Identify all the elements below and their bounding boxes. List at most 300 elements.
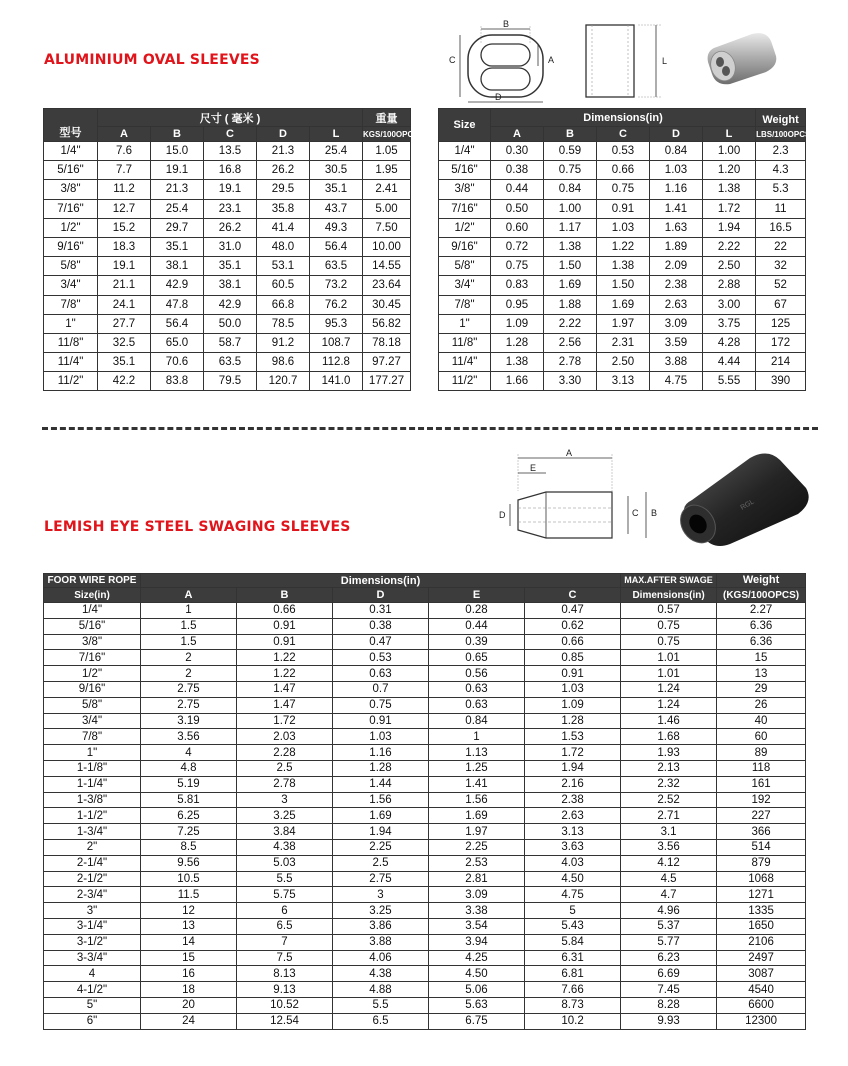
table-row: [44, 745, 806, 761]
table-cell: 1.41: [650, 199, 703, 218]
table-cell: 3.54: [429, 918, 525, 934]
table-cell: 2.3: [756, 142, 806, 161]
table-cell: 11/4": [439, 353, 491, 372]
table-cell: 6.75: [429, 1013, 525, 1029]
table-cell: 1.09: [525, 697, 621, 713]
table-cell: 1": [439, 314, 491, 333]
table-cell: 3/8": [44, 180, 98, 199]
table-cell: 7.45: [621, 982, 717, 998]
table-cell: 0.57: [621, 603, 717, 619]
table-cell: 1.72: [525, 745, 621, 761]
table-cell: 4.50: [429, 966, 525, 982]
table-cell: 5.43: [525, 918, 621, 934]
table-cell: 3.56: [621, 839, 717, 855]
table-cell: 19.1: [98, 257, 151, 276]
table-cell: 1/2": [439, 218, 491, 237]
table-cell: 1.09: [491, 314, 544, 333]
table-row: [44, 618, 806, 634]
table-cell: 5.03: [237, 855, 333, 871]
table-cell: 4.5: [621, 871, 717, 887]
table-cell: 76.2: [310, 295, 363, 314]
table-cell: 15: [717, 650, 806, 666]
oval-sleeve-photo: [700, 28, 782, 88]
col-header-b: B: [544, 127, 597, 142]
table-cell: 366: [717, 824, 806, 840]
table-cell: 3": [44, 903, 141, 919]
dim-label-l: L: [662, 56, 668, 66]
table-cell: 95.3: [310, 314, 363, 333]
table-cell: 1.01: [621, 650, 717, 666]
table-cell: 6.23: [621, 950, 717, 966]
section-divider: [42, 427, 818, 430]
table-cell: 47.8: [151, 295, 204, 314]
table-cell: 35.1: [98, 353, 151, 372]
table-cell: 1.28: [333, 760, 429, 776]
table-cell: 1.47: [237, 681, 333, 697]
table-cell: 1.5: [141, 634, 237, 650]
table-cell: 0.39: [429, 634, 525, 650]
table-cell: 2.75: [141, 697, 237, 713]
table-cell: 11/8": [439, 333, 491, 352]
table-cell: 6.36: [717, 618, 806, 634]
table-cell: 56.4: [310, 237, 363, 256]
table-cell: 2.81: [429, 871, 525, 887]
col-header-l: L: [703, 127, 756, 142]
table-cell: 2: [141, 650, 237, 666]
table-cell: 25.4: [151, 199, 204, 218]
table-cell: 56.4: [151, 314, 204, 333]
table-cell: 5.3: [756, 180, 806, 199]
table-cell: 2.63: [650, 295, 703, 314]
col-header-size: 型号: [44, 109, 98, 142]
table-cell: 1-3/8": [44, 792, 141, 808]
table-cell: 8.28: [621, 997, 717, 1013]
dim-label-b: B: [503, 19, 510, 29]
table-cell: 0.50: [491, 199, 544, 218]
table-cell: 43.7: [310, 199, 363, 218]
table-cell: 879: [717, 855, 806, 871]
table-cell: 1.94: [525, 760, 621, 776]
table-cell: 0.75: [621, 634, 717, 650]
table-cell: 7/8": [439, 295, 491, 314]
table-cell: 1.5: [141, 618, 237, 634]
table-cell: 125: [756, 314, 806, 333]
table-cell: 1/4": [439, 142, 491, 161]
table-cell: 1.69: [429, 808, 525, 824]
table-cell: 3.09: [429, 887, 525, 903]
table-cell: 4540: [717, 982, 806, 998]
table-cell: 1.94: [333, 824, 429, 840]
table-cell: 1.28: [525, 713, 621, 729]
table-cell: 11.2: [98, 180, 151, 199]
table-cell: 1.44: [333, 776, 429, 792]
table-cell: 2.5: [333, 855, 429, 871]
table-cell: 1.16: [650, 180, 703, 199]
table-cell: 3.59: [650, 333, 703, 352]
table-cell: 0.47: [525, 603, 621, 619]
table-cell: 1-1/4": [44, 776, 141, 792]
table-cell: 0.91: [333, 713, 429, 729]
table-cell: 4.75: [525, 887, 621, 903]
table-cell: 0.59: [544, 142, 597, 161]
table-cell: 4.50: [525, 871, 621, 887]
table-cell: 73.2: [310, 276, 363, 295]
table-cell: 9/16": [439, 237, 491, 256]
table-cell: 1.13: [429, 745, 525, 761]
table-row: [44, 729, 806, 745]
table-row: [44, 982, 806, 998]
table-cell: 1.00: [544, 199, 597, 218]
table-cell: 3.75: [703, 314, 756, 333]
table-cell: 0.91: [525, 666, 621, 682]
table-row: [439, 333, 806, 352]
table-cell: 14.55: [363, 257, 411, 276]
col-header-c: C: [525, 588, 621, 603]
oval-sleeve-side-diagram: [578, 20, 678, 105]
table-cell: 60: [717, 729, 806, 745]
table-cell: 0.85: [525, 650, 621, 666]
table-cell: 10.2: [525, 1013, 621, 1029]
table-row: [44, 314, 411, 333]
table-cell: 3087: [717, 966, 806, 982]
table-row: [439, 257, 806, 276]
table-cell: 7.7: [98, 161, 151, 180]
table-cell: 11/4": [44, 353, 98, 372]
table-row: [44, 871, 806, 887]
table-cell: 0.7: [333, 681, 429, 697]
table-cell: 2-1/4": [44, 855, 141, 871]
table-cell: 3.25: [333, 903, 429, 919]
table-cell: 3.38: [429, 903, 525, 919]
table-cell: 1.38: [544, 237, 597, 256]
table-cell: 23.64: [363, 276, 411, 295]
table-cell: 12.7: [98, 199, 151, 218]
table-cell: 4.8: [141, 760, 237, 776]
table-row: [44, 180, 411, 199]
table-cell: 3/4": [439, 276, 491, 295]
table-cell: 5.55: [703, 372, 756, 391]
table-row: [44, 603, 806, 619]
table-cell: 8.73: [525, 997, 621, 1013]
table-cell: 2.56: [544, 333, 597, 352]
table-cell: 4.75: [650, 372, 703, 391]
table-row: [439, 161, 806, 180]
table-cell: 2.75: [141, 681, 237, 697]
table-cell: 5/8": [44, 257, 98, 276]
table-cell: 8.13: [237, 966, 333, 982]
table-cell: 1.72: [703, 199, 756, 218]
table-cell: 1.89: [650, 237, 703, 256]
table-cell: 1.16: [333, 745, 429, 761]
table-row: [44, 855, 806, 871]
table-cell: 42.9: [204, 295, 257, 314]
table-row: [44, 237, 411, 256]
table-cell: 38.1: [151, 257, 204, 276]
table-cell: 63.5: [310, 257, 363, 276]
table-cell: 0.91: [237, 618, 333, 634]
table-row: [44, 760, 806, 776]
table-cell: 10.5: [141, 871, 237, 887]
table-cell: 227: [717, 808, 806, 824]
table-cell: 79.5: [204, 372, 257, 391]
col-header-swage-1: MAX.AFTER SWAGE: [621, 574, 717, 588]
table-cell: 98.6: [257, 353, 310, 372]
table-cell: 13: [141, 918, 237, 934]
table-cell: 3.25: [237, 808, 333, 824]
table-row: [44, 353, 411, 372]
table-cell: 1-3/4": [44, 824, 141, 840]
table-cell: 35.1: [310, 180, 363, 199]
aluminium-inch-table: [438, 108, 811, 391]
table-cell: 32: [756, 257, 806, 276]
table-cell: 7.66: [525, 982, 621, 998]
table-cell: 0.72: [491, 237, 544, 256]
table-cell: 7.50: [363, 218, 411, 237]
table-cell: 35.1: [151, 237, 204, 256]
table-row: [44, 218, 411, 237]
table-cell: 63.5: [204, 353, 257, 372]
table-cell: 5/16": [44, 161, 98, 180]
table-cell: 19.1: [204, 180, 257, 199]
table-cell: 2.52: [621, 792, 717, 808]
table-cell: 0.84: [429, 713, 525, 729]
table-cell: 89: [717, 745, 806, 761]
table-cell: 4.25: [429, 950, 525, 966]
table-row: [44, 295, 411, 314]
table-cell: 0.63: [429, 697, 525, 713]
table-cell: 26.2: [257, 161, 310, 180]
table-cell: 0.56: [429, 666, 525, 682]
table-cell: 1.38: [703, 180, 756, 199]
col-header-d: D: [257, 127, 310, 142]
table-cell: 3.13: [597, 372, 650, 391]
table-cell: 4.3: [756, 161, 806, 180]
table-cell: 2.50: [703, 257, 756, 276]
table-cell: 0.44: [491, 180, 544, 199]
table-row: [44, 697, 806, 713]
table-row: [44, 634, 806, 650]
table-cell: 1.41: [429, 776, 525, 792]
table-cell: 13: [717, 666, 806, 682]
table-cell: 172: [756, 333, 806, 352]
table-cell: 9/16": [44, 681, 141, 697]
table-row: [44, 142, 411, 161]
table-cell: 2.32: [621, 776, 717, 792]
table-cell: 1.95: [363, 161, 411, 180]
table-row: [44, 372, 411, 391]
col-header-d: D: [650, 127, 703, 142]
table-cell: 0.75: [491, 257, 544, 276]
table-cell: 1.38: [597, 257, 650, 276]
steel-sleeve-photo: [672, 444, 812, 548]
table-row: [439, 180, 806, 199]
col-header-weight: Weight: [756, 109, 806, 127]
product-mark: RGL: [739, 498, 756, 512]
table-cell: 5.5: [333, 997, 429, 1013]
table-cell: 514: [717, 839, 806, 855]
table-cell: 3.86: [333, 918, 429, 934]
table-row: [439, 237, 806, 256]
col-header-b: B: [151, 127, 204, 142]
table-cell: 0.83: [491, 276, 544, 295]
table-cell: 4.96: [621, 903, 717, 919]
col-header-l: L: [310, 127, 363, 142]
table-cell: 2.03: [237, 729, 333, 745]
table-cell: 4.03: [525, 855, 621, 871]
table-cell: 32.5: [98, 333, 151, 352]
table-cell: 1.03: [333, 729, 429, 745]
table-cell: 14: [141, 934, 237, 950]
table-cell: 2.53: [429, 855, 525, 871]
table-cell: 0.47: [333, 634, 429, 650]
table-cell: 6.81: [525, 966, 621, 982]
table-cell: 7.6: [98, 142, 151, 161]
table-cell: 0.75: [597, 180, 650, 199]
table-row: [439, 314, 806, 333]
table-cell: 53.1: [257, 257, 310, 276]
table-cell: 1": [44, 745, 141, 761]
table-cell: 5.37: [621, 918, 717, 934]
col-header-size: Size: [439, 109, 491, 142]
table-cell: 0.91: [597, 199, 650, 218]
table-cell: 2.63: [525, 808, 621, 824]
table-cell: 1.38: [491, 353, 544, 372]
table-cell: 3.19: [141, 713, 237, 729]
table-cell: 3.84: [237, 824, 333, 840]
table-cell: 1.72: [237, 713, 333, 729]
table-cell: 1335: [717, 903, 806, 919]
table-cell: 3: [237, 792, 333, 808]
table-cell: 7/16": [439, 199, 491, 218]
table-cell: 1.53: [525, 729, 621, 745]
steel-sleeve-diagram: [494, 446, 666, 546]
table-cell: 52: [756, 276, 806, 295]
table-cell: 65.0: [151, 333, 204, 352]
table-cell: 0.66: [597, 161, 650, 180]
table-cell: 2.38: [650, 276, 703, 295]
table-cell: 0.75: [544, 161, 597, 180]
table-cell: 21.3: [257, 142, 310, 161]
table-cell: 97.27: [363, 353, 411, 372]
table-cell: 1-1/2": [44, 808, 141, 824]
table-cell: 2.13: [621, 760, 717, 776]
table-cell: 1.47: [237, 697, 333, 713]
table-cell: 21.3: [151, 180, 204, 199]
table-cell: 5.5: [237, 871, 333, 887]
table-cell: 2: [141, 666, 237, 682]
table-cell: 7: [237, 934, 333, 950]
table-cell: 21.1: [98, 276, 151, 295]
table-cell: 1.68: [621, 729, 717, 745]
table-cell: 5.19: [141, 776, 237, 792]
table-cell: 40: [717, 713, 806, 729]
table-cell: 2.09: [650, 257, 703, 276]
table-cell: 2106: [717, 934, 806, 950]
table-cell: 5: [525, 903, 621, 919]
table-cell: 2-1/2": [44, 871, 141, 887]
table-cell: 2.71: [621, 808, 717, 824]
table-cell: 1-1/8": [44, 760, 141, 776]
table-cell: 50.0: [204, 314, 257, 333]
section-title-lemish: LEMISH EYE STEEL SWAGING SLEEVES: [44, 519, 351, 535]
table-cell: 4.38: [237, 839, 333, 855]
table-cell: 4-1/2": [44, 982, 141, 998]
table-cell: 112.8: [310, 353, 363, 372]
table-cell: 2.27: [717, 603, 806, 619]
col-header-c: C: [597, 127, 650, 142]
table-cell: 1.97: [429, 824, 525, 840]
table-cell: 7.25: [141, 824, 237, 840]
table-cell: 9/16": [44, 237, 98, 256]
table-cell: 1.17: [544, 218, 597, 237]
table-cell: 0.28: [429, 603, 525, 619]
table-cell: 1.50: [597, 276, 650, 295]
table-cell: 3-1/2": [44, 934, 141, 950]
table-cell: 1.46: [621, 713, 717, 729]
table-cell: 6600: [717, 997, 806, 1013]
col-header-swage-2: Dimensions(in): [621, 588, 717, 603]
table-cell: 0.91: [237, 634, 333, 650]
section-title-aluminium: ALUMINIUM OVAL SLEEVES: [44, 52, 260, 68]
table-cell: 4.12: [621, 855, 717, 871]
table-cell: 6: [237, 903, 333, 919]
table-cell: 5/16": [44, 618, 141, 634]
table-cell: 177.27: [363, 372, 411, 391]
table-cell: 42.2: [98, 372, 151, 391]
table-cell: 12.54: [237, 1013, 333, 1029]
table-cell: 120.7: [257, 372, 310, 391]
table-cell: 5": [44, 997, 141, 1013]
table-cell: 1.03: [525, 681, 621, 697]
table-cell: 0.75: [621, 618, 717, 634]
table-row: [439, 142, 806, 161]
table-cell: 5.84: [525, 934, 621, 950]
table-row: [44, 824, 806, 840]
table-cell: 9.93: [621, 1013, 717, 1029]
table-cell: 2.25: [429, 839, 525, 855]
table-cell: 3.94: [429, 934, 525, 950]
table-row: [44, 792, 806, 808]
table-cell: 15.2: [98, 218, 151, 237]
table-cell: 0.65: [429, 650, 525, 666]
table-cell: 0.31: [333, 603, 429, 619]
lemish-table: [43, 573, 806, 1030]
table-cell: 0.95: [491, 295, 544, 314]
table-cell: 1.88: [544, 295, 597, 314]
table-cell: 1.69: [333, 808, 429, 824]
table-row: [44, 934, 806, 950]
col-header-a: A: [141, 588, 237, 603]
table-cell: 9.13: [237, 982, 333, 998]
table-cell: 6.69: [621, 966, 717, 982]
table-cell: 2.78: [237, 776, 333, 792]
table-cell: 11: [756, 199, 806, 218]
table-cell: 3.1: [621, 824, 717, 840]
table-cell: 6.5: [237, 918, 333, 934]
table-cell: 1.22: [237, 650, 333, 666]
table-cell: 1: [429, 729, 525, 745]
table-cell: 7/16": [44, 199, 98, 218]
table-cell: 390: [756, 372, 806, 391]
oval-sleeve-front-diagram: [440, 20, 570, 105]
table-cell: 1068: [717, 871, 806, 887]
table-cell: 25.4: [310, 142, 363, 161]
table-cell: 1.66: [491, 372, 544, 391]
table-cell: 1.63: [650, 218, 703, 237]
col-header-size-1: FOOR WIRE ROPE: [44, 574, 141, 588]
table-cell: 10.00: [363, 237, 411, 256]
table-cell: 0.84: [650, 142, 703, 161]
